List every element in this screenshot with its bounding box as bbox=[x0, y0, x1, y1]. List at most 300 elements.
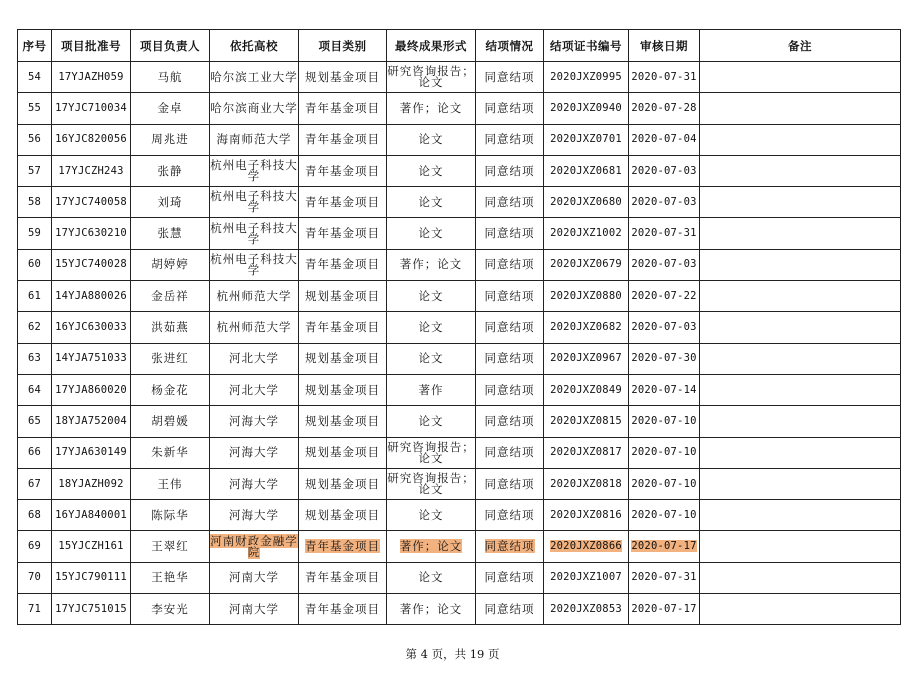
cell-leader-text: 洪茹燕 bbox=[151, 320, 189, 335]
cell-category bbox=[299, 93, 387, 124]
cell-cert bbox=[544, 93, 629, 124]
cell-cert-text: 2020JXZ1007 bbox=[550, 571, 622, 584]
cell-result-text: 论文 bbox=[418, 570, 444, 585]
cell-leader-text: 朱新华 bbox=[151, 445, 189, 460]
cell-cert bbox=[544, 468, 629, 499]
cell-status bbox=[476, 437, 544, 468]
table-row bbox=[18, 281, 901, 312]
cell-no bbox=[18, 187, 52, 218]
cell-no bbox=[18, 249, 52, 280]
cell-result bbox=[387, 374, 476, 405]
cell-status bbox=[476, 531, 544, 562]
cell-no-text: 62 bbox=[27, 321, 42, 334]
cell-no-text: 55 bbox=[27, 101, 42, 114]
cell-no bbox=[18, 155, 52, 186]
cell-status bbox=[476, 468, 544, 499]
cell-no-text: 69 bbox=[27, 540, 42, 553]
cell-category bbox=[299, 62, 387, 93]
cell-remark bbox=[700, 562, 901, 593]
cell-leader bbox=[131, 218, 210, 249]
cell-status bbox=[476, 594, 544, 625]
cell-result-text: 研究咨询报告；论文 bbox=[387, 471, 475, 496]
cell-remark bbox=[700, 218, 901, 249]
cell-cert-text: 2020JXZ0815 bbox=[550, 414, 622, 427]
cell-leader bbox=[131, 93, 210, 124]
cell-date-text: 2020-07-10 bbox=[631, 446, 697, 459]
cell-date bbox=[629, 343, 700, 374]
cell-approval bbox=[52, 249, 131, 280]
cell-school bbox=[210, 62, 299, 93]
cell-school-text: 杭州电子科技大学 bbox=[210, 158, 298, 184]
cell-date bbox=[629, 437, 700, 468]
cell-leader bbox=[131, 500, 210, 531]
cell-date-text: 2020-07-22 bbox=[631, 289, 697, 302]
cell-leader-text: 王艳华 bbox=[151, 570, 189, 585]
cell-date-text: 2020-07-03 bbox=[631, 195, 697, 208]
cell-school bbox=[210, 155, 299, 186]
cell-approval-text: 14YJA880026 bbox=[55, 289, 127, 302]
cell-category bbox=[299, 374, 387, 405]
cell-no bbox=[18, 93, 52, 124]
cell-leader-text: 张进红 bbox=[151, 351, 189, 366]
cell-school-text: 河海大学 bbox=[229, 413, 279, 428]
cell-approval-text: 15YJC740028 bbox=[55, 258, 127, 271]
cell-cert-text: 2020JXZ0940 bbox=[550, 101, 622, 114]
cell-category bbox=[299, 594, 387, 625]
cell-cert-text: 2020JXZ0967 bbox=[550, 352, 622, 365]
cell-approval bbox=[52, 312, 131, 343]
cell-category-text: 青年基金项目 bbox=[305, 601, 380, 616]
cell-category bbox=[299, 406, 387, 437]
cell-status-text: 同意结项 bbox=[484, 132, 535, 147]
cell-no-text: 60 bbox=[27, 258, 42, 271]
cell-approval-text: 17YJAZH059 bbox=[58, 70, 124, 83]
cell-no bbox=[18, 62, 52, 93]
cell-category bbox=[299, 437, 387, 468]
cell-status-text: 同意结项 bbox=[484, 476, 535, 491]
table-row bbox=[18, 406, 901, 437]
cell-category bbox=[299, 249, 387, 280]
cell-approval bbox=[52, 343, 131, 374]
cell-result-text: 论文 bbox=[418, 413, 444, 428]
cell-category bbox=[299, 124, 387, 155]
cell-status-text: 同意结项 bbox=[484, 163, 535, 178]
table-body bbox=[18, 62, 901, 625]
cell-approval bbox=[52, 155, 131, 186]
cell-result-text: 研究咨询报告；论文 bbox=[387, 439, 475, 465]
cell-result bbox=[387, 62, 476, 93]
cell-no-text: 64 bbox=[27, 383, 42, 396]
cell-result bbox=[387, 312, 476, 343]
cell-result-text: 著作；论文 bbox=[399, 539, 463, 554]
table-row bbox=[18, 249, 901, 280]
cell-category-text: 青年基金项目 bbox=[305, 320, 380, 335]
cell-cert bbox=[544, 281, 629, 312]
cell-no-text: 71 bbox=[27, 602, 42, 615]
cell-category-text: 青年基金项目 bbox=[305, 226, 380, 241]
cell-school-text: 河海大学 bbox=[229, 445, 279, 460]
cell-approval bbox=[52, 500, 131, 531]
cell-approval bbox=[52, 93, 131, 124]
cell-cert-text: 2020JXZ0818 bbox=[550, 477, 622, 490]
cell-approval-text: 16YJC820056 bbox=[55, 133, 127, 146]
cell-date bbox=[629, 124, 700, 155]
table-row bbox=[18, 155, 901, 186]
cell-remark bbox=[700, 374, 901, 405]
cell-status bbox=[476, 93, 544, 124]
cell-date bbox=[629, 187, 700, 218]
header-approval: 项目批准号 bbox=[52, 30, 131, 62]
cell-category-text: 规划基金项目 bbox=[305, 351, 380, 366]
header-row bbox=[18, 30, 901, 62]
cell-approval-text: 18YJAZH092 bbox=[58, 477, 124, 490]
cell-cert-text: 2020JXZ0817 bbox=[550, 446, 622, 459]
cell-category bbox=[299, 500, 387, 531]
cell-school bbox=[210, 187, 299, 218]
cell-result-text: 论文 bbox=[418, 194, 444, 209]
table-row bbox=[18, 124, 901, 155]
header-no: 序号 bbox=[18, 30, 52, 62]
cell-no-text: 65 bbox=[27, 414, 42, 427]
cell-date bbox=[629, 500, 700, 531]
cell-date-text: 2020-07-17 bbox=[631, 540, 697, 553]
cell-status bbox=[476, 343, 544, 374]
header-leader: 项目负责人 bbox=[131, 30, 210, 62]
page-footer: 第 4 页，共 19 页 bbox=[405, 647, 500, 661]
cell-date-text: 2020-07-31 bbox=[631, 571, 697, 584]
cell-status bbox=[476, 562, 544, 593]
cell-school bbox=[210, 531, 299, 562]
cell-date bbox=[629, 531, 700, 562]
cell-approval bbox=[52, 468, 131, 499]
cell-leader-text: 杨金花 bbox=[151, 382, 189, 397]
cell-status-text: 同意结项 bbox=[484, 257, 535, 272]
cell-date-text: 2020-07-10 bbox=[631, 477, 697, 490]
cell-no bbox=[18, 562, 52, 593]
cell-school-text: 河南财政金融学院 bbox=[210, 533, 298, 559]
cell-result bbox=[387, 562, 476, 593]
cell-remark bbox=[700, 594, 901, 625]
cell-leader-text: 李安光 bbox=[151, 601, 189, 616]
cell-leader bbox=[131, 155, 210, 186]
cell-remark bbox=[700, 500, 901, 531]
cell-cert-text: 2020JXZ0880 bbox=[550, 289, 622, 302]
cell-result bbox=[387, 281, 476, 312]
cell-result bbox=[387, 93, 476, 124]
cell-cert-text: 2020JXZ0679 bbox=[550, 258, 622, 271]
cell-school-text: 杭州电子科技大学 bbox=[210, 189, 298, 215]
cell-status-text: 同意结项 bbox=[484, 507, 535, 522]
cell-remark bbox=[700, 249, 901, 280]
cell-leader-text: 金岳祥 bbox=[151, 288, 189, 303]
cell-leader bbox=[131, 374, 210, 405]
cell-leader-text: 王翠红 bbox=[151, 539, 189, 554]
table-row bbox=[18, 343, 901, 374]
cell-category-text: 青年基金项目 bbox=[305, 539, 380, 554]
cell-date bbox=[629, 594, 700, 625]
cell-result bbox=[387, 187, 476, 218]
cell-cert-text: 2020JXZ1002 bbox=[550, 227, 622, 240]
cell-result bbox=[387, 155, 476, 186]
cell-school bbox=[210, 562, 299, 593]
cell-category-text: 青年基金项目 bbox=[305, 132, 380, 147]
cell-result bbox=[387, 531, 476, 562]
cell-remark bbox=[700, 93, 901, 124]
cell-leader-text: 陈际华 bbox=[151, 507, 189, 522]
cell-approval bbox=[52, 281, 131, 312]
cell-school bbox=[210, 437, 299, 468]
cell-cert bbox=[544, 562, 629, 593]
cell-approval-text: 17YJC751015 bbox=[55, 602, 127, 615]
cell-approval bbox=[52, 187, 131, 218]
cell-cert-text: 2020JXZ0853 bbox=[550, 602, 622, 615]
cell-category bbox=[299, 312, 387, 343]
cell-status-text: 同意结项 bbox=[484, 226, 535, 241]
table-row bbox=[18, 562, 901, 593]
cell-approval bbox=[52, 406, 131, 437]
cell-result-text: 研究咨询报告；论文 bbox=[387, 64, 475, 90]
cell-date-text: 2020-07-30 bbox=[631, 352, 697, 365]
cell-category-text: 青年基金项目 bbox=[305, 100, 380, 115]
table-row bbox=[18, 531, 901, 562]
cell-result bbox=[387, 343, 476, 374]
cell-school bbox=[210, 93, 299, 124]
cell-cert bbox=[544, 155, 629, 186]
cell-cert-text: 2020JXZ0701 bbox=[550, 133, 622, 146]
cell-date bbox=[629, 218, 700, 249]
cell-cert-text: 2020JXZ0682 bbox=[550, 321, 622, 334]
cell-date bbox=[629, 468, 700, 499]
cell-cert bbox=[544, 249, 629, 280]
cell-approval-text: 17YJC710034 bbox=[55, 101, 127, 114]
cell-date bbox=[629, 281, 700, 312]
cell-no-text: 66 bbox=[27, 446, 42, 459]
cell-status bbox=[476, 249, 544, 280]
cell-leader-text: 刘琦 bbox=[157, 194, 183, 209]
cell-no-text: 61 bbox=[27, 289, 42, 302]
header-result: 最终成果形式 bbox=[387, 30, 476, 62]
cell-date bbox=[629, 562, 700, 593]
cell-status-text: 同意结项 bbox=[484, 539, 535, 554]
cell-school bbox=[210, 594, 299, 625]
cell-remark bbox=[700, 343, 901, 374]
cell-leader bbox=[131, 562, 210, 593]
cell-school-text: 杭州师范大学 bbox=[216, 288, 292, 303]
cell-no bbox=[18, 531, 52, 562]
cell-leader-text: 周兆进 bbox=[151, 132, 189, 147]
cell-leader-text: 王伟 bbox=[157, 476, 183, 491]
cell-school-text: 杭州电子科技大学 bbox=[210, 220, 298, 246]
table-row bbox=[18, 468, 901, 499]
cell-cert-text: 2020JXZ0680 bbox=[550, 195, 622, 208]
cell-date bbox=[629, 374, 700, 405]
cell-leader bbox=[131, 124, 210, 155]
cell-status bbox=[476, 281, 544, 312]
cell-status-text: 同意结项 bbox=[484, 194, 535, 209]
cell-cert bbox=[544, 374, 629, 405]
cell-school bbox=[210, 343, 299, 374]
cell-approval bbox=[52, 124, 131, 155]
table-row bbox=[18, 62, 901, 93]
cell-date-text: 2020-07-28 bbox=[631, 101, 697, 114]
cell-no bbox=[18, 406, 52, 437]
cell-approval-text: 16YJC630033 bbox=[55, 321, 127, 334]
cell-status-text: 同意结项 bbox=[484, 570, 535, 585]
cell-cert bbox=[544, 62, 629, 93]
cell-status bbox=[476, 406, 544, 437]
cell-no-text: 67 bbox=[27, 477, 42, 490]
cell-category bbox=[299, 343, 387, 374]
cell-remark bbox=[700, 62, 901, 93]
cell-date-text: 2020-07-17 bbox=[631, 602, 697, 615]
cell-date-text: 2020-07-31 bbox=[631, 227, 697, 240]
cell-cert bbox=[544, 218, 629, 249]
cell-school bbox=[210, 500, 299, 531]
header-cert: 结项证书编号 bbox=[544, 30, 629, 62]
cell-status-text: 同意结项 bbox=[484, 100, 535, 115]
cell-school-text: 哈尔滨工业大学 bbox=[210, 69, 298, 84]
cell-cert bbox=[544, 500, 629, 531]
cell-no-text: 63 bbox=[27, 352, 42, 365]
cell-category bbox=[299, 531, 387, 562]
cell-no bbox=[18, 124, 52, 155]
cell-approval-text: 17YJC630210 bbox=[55, 227, 127, 240]
cell-no bbox=[18, 374, 52, 405]
cell-no-text: 68 bbox=[27, 508, 42, 521]
cell-status bbox=[476, 62, 544, 93]
table-row bbox=[18, 218, 901, 249]
cell-result-text: 论文 bbox=[418, 226, 444, 241]
cell-result bbox=[387, 468, 476, 499]
cell-approval-text: 17YJA630149 bbox=[55, 446, 127, 459]
cell-approval-text: 14YJA751033 bbox=[55, 352, 127, 365]
cell-category-text: 规划基金项目 bbox=[305, 476, 380, 491]
cell-result-text: 论文 bbox=[418, 163, 444, 178]
cell-remark bbox=[700, 312, 901, 343]
cell-category-text: 青年基金项目 bbox=[305, 570, 380, 585]
cell-cert-text: 2020JXZ0681 bbox=[550, 164, 622, 177]
cell-category bbox=[299, 187, 387, 218]
cell-leader bbox=[131, 281, 210, 312]
cell-leader-text: 张慧 bbox=[157, 226, 183, 241]
cell-approval-text: 15YJCZH161 bbox=[58, 540, 124, 553]
cell-result-text: 著作；论文 bbox=[399, 601, 463, 616]
cell-category-text: 青年基金项目 bbox=[305, 194, 380, 209]
cell-category-text: 规划基金项目 bbox=[305, 413, 380, 428]
cell-leader bbox=[131, 187, 210, 218]
cell-approval bbox=[52, 531, 131, 562]
cell-date bbox=[629, 62, 700, 93]
cell-result bbox=[387, 500, 476, 531]
cell-school-text: 河海大学 bbox=[229, 507, 279, 522]
cell-school bbox=[210, 406, 299, 437]
cell-leader bbox=[131, 437, 210, 468]
cell-result-text: 论文 bbox=[418, 320, 444, 335]
cell-result-text: 论文 bbox=[418, 507, 444, 522]
cell-cert bbox=[544, 312, 629, 343]
cell-school-text: 河南大学 bbox=[229, 601, 279, 616]
cell-status bbox=[476, 187, 544, 218]
cell-no-text: 70 bbox=[27, 571, 42, 584]
cell-leader bbox=[131, 249, 210, 280]
cell-leader-text: 张静 bbox=[157, 163, 183, 178]
cell-school-text: 杭州电子科技大学 bbox=[210, 251, 298, 277]
table-row bbox=[18, 500, 901, 531]
cell-cert bbox=[544, 594, 629, 625]
cell-leader-text: 金卓 bbox=[157, 100, 183, 115]
cell-approval-text: 15YJC790111 bbox=[55, 571, 127, 584]
cell-date-text: 2020-07-31 bbox=[631, 70, 697, 83]
cell-school-text: 杭州师范大学 bbox=[216, 320, 292, 335]
cell-status-text: 同意结项 bbox=[484, 69, 535, 84]
cell-leader bbox=[131, 468, 210, 499]
cell-cert-text: 2020JXZ0816 bbox=[550, 508, 622, 521]
cell-category-text: 规划基金项目 bbox=[305, 69, 380, 84]
cell-school bbox=[210, 249, 299, 280]
cell-approval bbox=[52, 218, 131, 249]
cell-remark bbox=[700, 187, 901, 218]
header-remark: 备注 bbox=[700, 30, 901, 62]
cell-leader bbox=[131, 406, 210, 437]
header-category: 项目类别 bbox=[299, 30, 387, 62]
cell-school-text: 河海大学 bbox=[229, 476, 279, 491]
cell-category bbox=[299, 218, 387, 249]
cell-category bbox=[299, 281, 387, 312]
cell-no bbox=[18, 437, 52, 468]
cell-status-text: 同意结项 bbox=[484, 601, 535, 616]
cell-school bbox=[210, 124, 299, 155]
cell-cert bbox=[544, 437, 629, 468]
cell-approval bbox=[52, 374, 131, 405]
cell-no bbox=[18, 312, 52, 343]
cell-result bbox=[387, 249, 476, 280]
cell-no-text: 58 bbox=[27, 195, 42, 208]
cell-leader-text: 胡碧媛 bbox=[151, 413, 189, 428]
cell-school-text: 河南大学 bbox=[229, 570, 279, 585]
cell-status bbox=[476, 155, 544, 186]
cell-remark bbox=[700, 406, 901, 437]
cell-no-text: 59 bbox=[27, 227, 42, 240]
results-table bbox=[17, 29, 901, 625]
cell-status-text: 同意结项 bbox=[484, 413, 535, 428]
cell-school bbox=[210, 374, 299, 405]
cell-category bbox=[299, 155, 387, 186]
cell-result-text: 论文 bbox=[418, 288, 444, 303]
table-row bbox=[18, 437, 901, 468]
cell-school-text: 海南师范大学 bbox=[216, 132, 292, 147]
cell-date-text: 2020-07-04 bbox=[631, 133, 697, 146]
cell-result-text: 论文 bbox=[418, 351, 444, 366]
cell-remark bbox=[700, 124, 901, 155]
cell-remark bbox=[700, 437, 901, 468]
cell-result bbox=[387, 124, 476, 155]
cell-cert-text: 2020JXZ0995 bbox=[550, 70, 622, 83]
cell-result bbox=[387, 406, 476, 437]
cell-result-text: 论文 bbox=[418, 132, 444, 147]
table-row bbox=[18, 374, 901, 405]
cell-status-text: 同意结项 bbox=[484, 320, 535, 335]
cell-date-text: 2020-07-10 bbox=[631, 508, 697, 521]
cell-date bbox=[629, 249, 700, 280]
cell-category-text: 青年基金项目 bbox=[305, 163, 380, 178]
cell-result bbox=[387, 594, 476, 625]
cell-status-text: 同意结项 bbox=[484, 288, 535, 303]
cell-category-text: 规划基金项目 bbox=[305, 382, 380, 397]
cell-school bbox=[210, 218, 299, 249]
cell-leader bbox=[131, 531, 210, 562]
cell-remark bbox=[700, 468, 901, 499]
cell-status-text: 同意结项 bbox=[484, 382, 535, 397]
